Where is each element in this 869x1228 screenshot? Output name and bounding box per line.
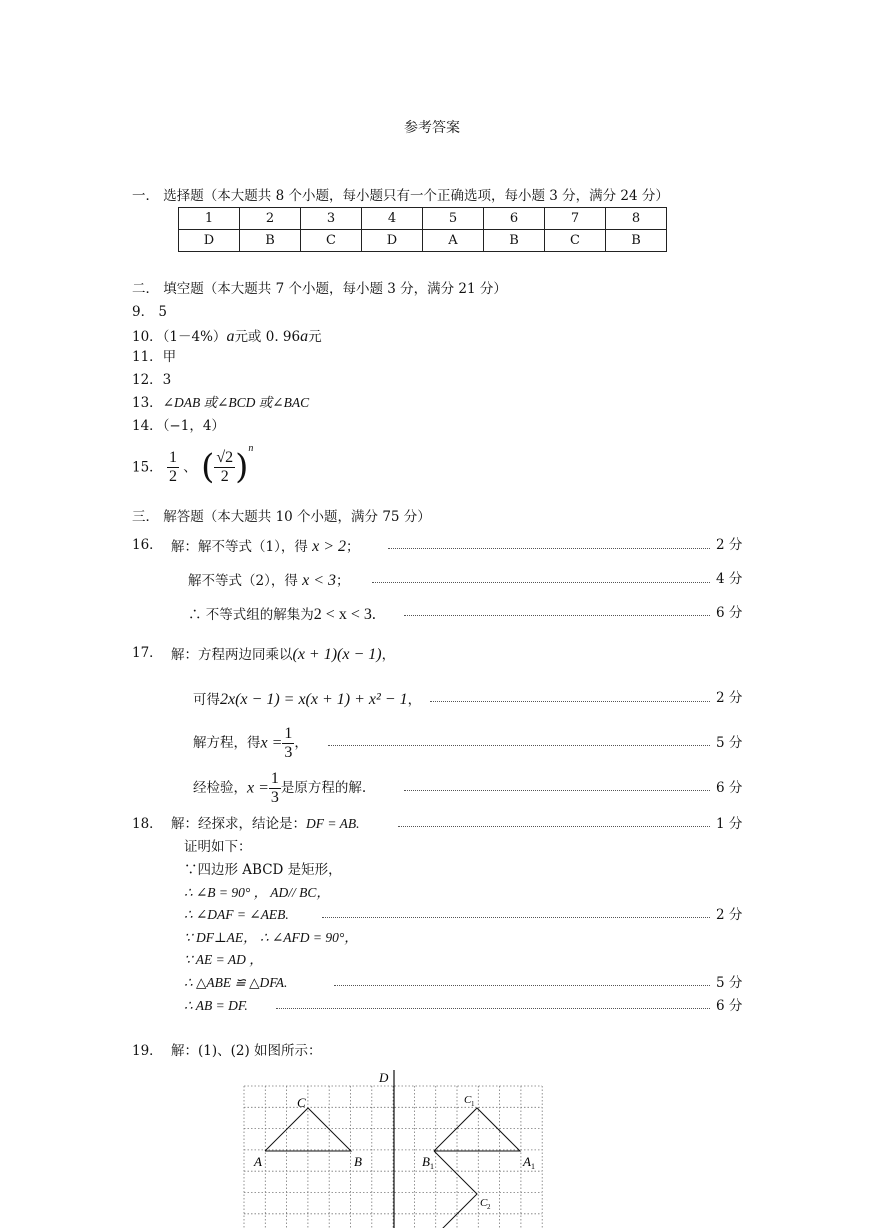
q18-line6: ∵ DF⊥AE， ∴ ∠AFD = 90°， xyxy=(184,930,358,945)
answer-cell: C xyxy=(545,230,606,252)
label-c1: C xyxy=(464,1094,472,1106)
answer-13: 13．∠DAB 或∠BCD 或∠BAC xyxy=(132,395,310,411)
label-a1: A xyxy=(523,1154,531,1169)
q18-line7: ∵ AE = AD ， xyxy=(184,952,263,967)
answer-cell: B xyxy=(484,230,545,252)
question-number-cell: 4 xyxy=(362,208,423,230)
label-c: C xyxy=(297,1095,306,1110)
q18-line5: ∴ ∠DAF = ∠AEB. xyxy=(184,907,289,922)
q16-number: 16． xyxy=(132,537,163,553)
question-number-cell: 1 xyxy=(179,208,240,230)
q18-number: 18． xyxy=(132,816,163,832)
triangle-a1b1c1 xyxy=(434,1108,520,1151)
section2-header: 二． 填空题（本大题共 7 个小题，每小题 3 分，满分 21 分） xyxy=(132,281,507,297)
q17-line4: 经检验，x = $\frac{1}{3}$ 是原方程的解. xyxy=(193,770,367,806)
answer-12: 12．3 xyxy=(132,372,172,388)
q16-line1: 解：解不等式（1），得 x > 2； xyxy=(171,538,360,555)
answer-14: 14．（−1，4） xyxy=(132,418,225,434)
label-a1-sub: 1 xyxy=(531,1162,535,1171)
q17-points-4: 6 分 xyxy=(716,780,743,796)
q18-line3: ∵四边形 ABCD 是矩形， xyxy=(184,862,342,878)
fraction-one-third: $\frac{1}{3}$ xyxy=(284,725,293,761)
q16-points-2: 4 分 xyxy=(716,571,743,587)
label-b1-sub: 1 xyxy=(430,1162,434,1171)
q18-line2: 证明如下： xyxy=(184,839,252,855)
answer-cell: D xyxy=(362,230,423,252)
dotted-grid xyxy=(244,1086,542,1228)
q18-points-1: 1 分 xyxy=(716,816,743,832)
answer-cell: D xyxy=(179,230,240,252)
q18-line1: 解：经探求，结论是：DF = AB. xyxy=(171,816,360,832)
question-number-cell: 7 xyxy=(545,208,606,230)
q16-line2: 解不等式（2），得 x < 3； xyxy=(188,572,350,589)
label-b: B xyxy=(354,1154,362,1169)
q17-line2: 可得2x(x − 1) = x(x + 1) + x² − 1， xyxy=(193,691,422,708)
answer-cell: A xyxy=(423,230,484,252)
fraction-root2-over-2: $\frac{√2}{2}$ xyxy=(216,449,234,485)
q17-line3: 解方程，得x = $\frac{1}{3}$ ， xyxy=(193,725,308,761)
page-title: 参考答案 xyxy=(404,120,460,136)
q19-line1: 解：(1)、(2) 如图所示： xyxy=(171,1043,322,1059)
answer-cell: B xyxy=(240,230,301,252)
q18-line4: ∴ ∠B = 90° ， AD// BC， xyxy=(184,885,330,900)
q17-number: 17． xyxy=(132,645,163,661)
q18-line8: ∴ △ABE ≌ △DFA. xyxy=(184,975,288,990)
section3-header: 三． 解答题（本大题共 10 个小题，满分 75 分） xyxy=(132,509,431,525)
label-c1-sub: 1 xyxy=(471,1100,475,1108)
question-number-cell: 5 xyxy=(423,208,484,230)
question-number-cell: 2 xyxy=(240,208,301,230)
section1-header: 一． 选择题（本大题共 8 个小题，每小题只有一个正确选项，每小题 3 分，满分 24 分） xyxy=(132,188,669,204)
q17-points-2: 2 分 xyxy=(716,690,743,706)
q16-points-1: 2 分 xyxy=(716,537,743,553)
q16-line3: ∴ 不等式组的解集为2 < x < 3. xyxy=(188,606,376,623)
answer-15: 15． $\frac{1}{2}$ 、 ( $\frac{√2}{2}$ )$^n$ xyxy=(132,443,254,487)
question-number-cell: 3 xyxy=(301,208,362,230)
q18-points-2: 2 分 xyxy=(716,907,743,923)
fraction-one-half: $\frac{1}{2}$ xyxy=(168,449,177,485)
label-c2: C xyxy=(480,1197,488,1209)
q17-line1: 解：方程两边同乘以(x + 1)(x − 1)， xyxy=(171,646,396,663)
answer-cell: C xyxy=(301,230,362,252)
question-number-cell: 8 xyxy=(606,208,667,230)
answer-cell: B xyxy=(606,230,667,252)
q18-points-6: 6 分 xyxy=(716,998,743,1014)
fraction-one-third: $\frac{1}{3}$ xyxy=(270,770,279,806)
answer-9: 9． 5 xyxy=(132,304,167,320)
q16-points-3: 6 分 xyxy=(716,605,743,621)
q18-points-5: 5 分 xyxy=(716,975,743,991)
label-a: A xyxy=(254,1154,262,1169)
q17-points-3: 5 分 xyxy=(716,735,743,751)
q19-number: 19． xyxy=(132,1043,163,1059)
label-b1: B xyxy=(422,1154,430,1169)
answer-11: 11．甲 xyxy=(132,349,177,365)
triangle-c2-part xyxy=(434,1151,477,1228)
answer-10: 10．（1－4%）a元或 0. 96a元 xyxy=(132,328,322,345)
label-d: D xyxy=(379,1070,389,1085)
q18-line9: ∴ AB = DF. xyxy=(184,998,248,1013)
label-c2-sub: 2 xyxy=(487,1203,491,1211)
question-number-cell: 6 xyxy=(484,208,545,230)
